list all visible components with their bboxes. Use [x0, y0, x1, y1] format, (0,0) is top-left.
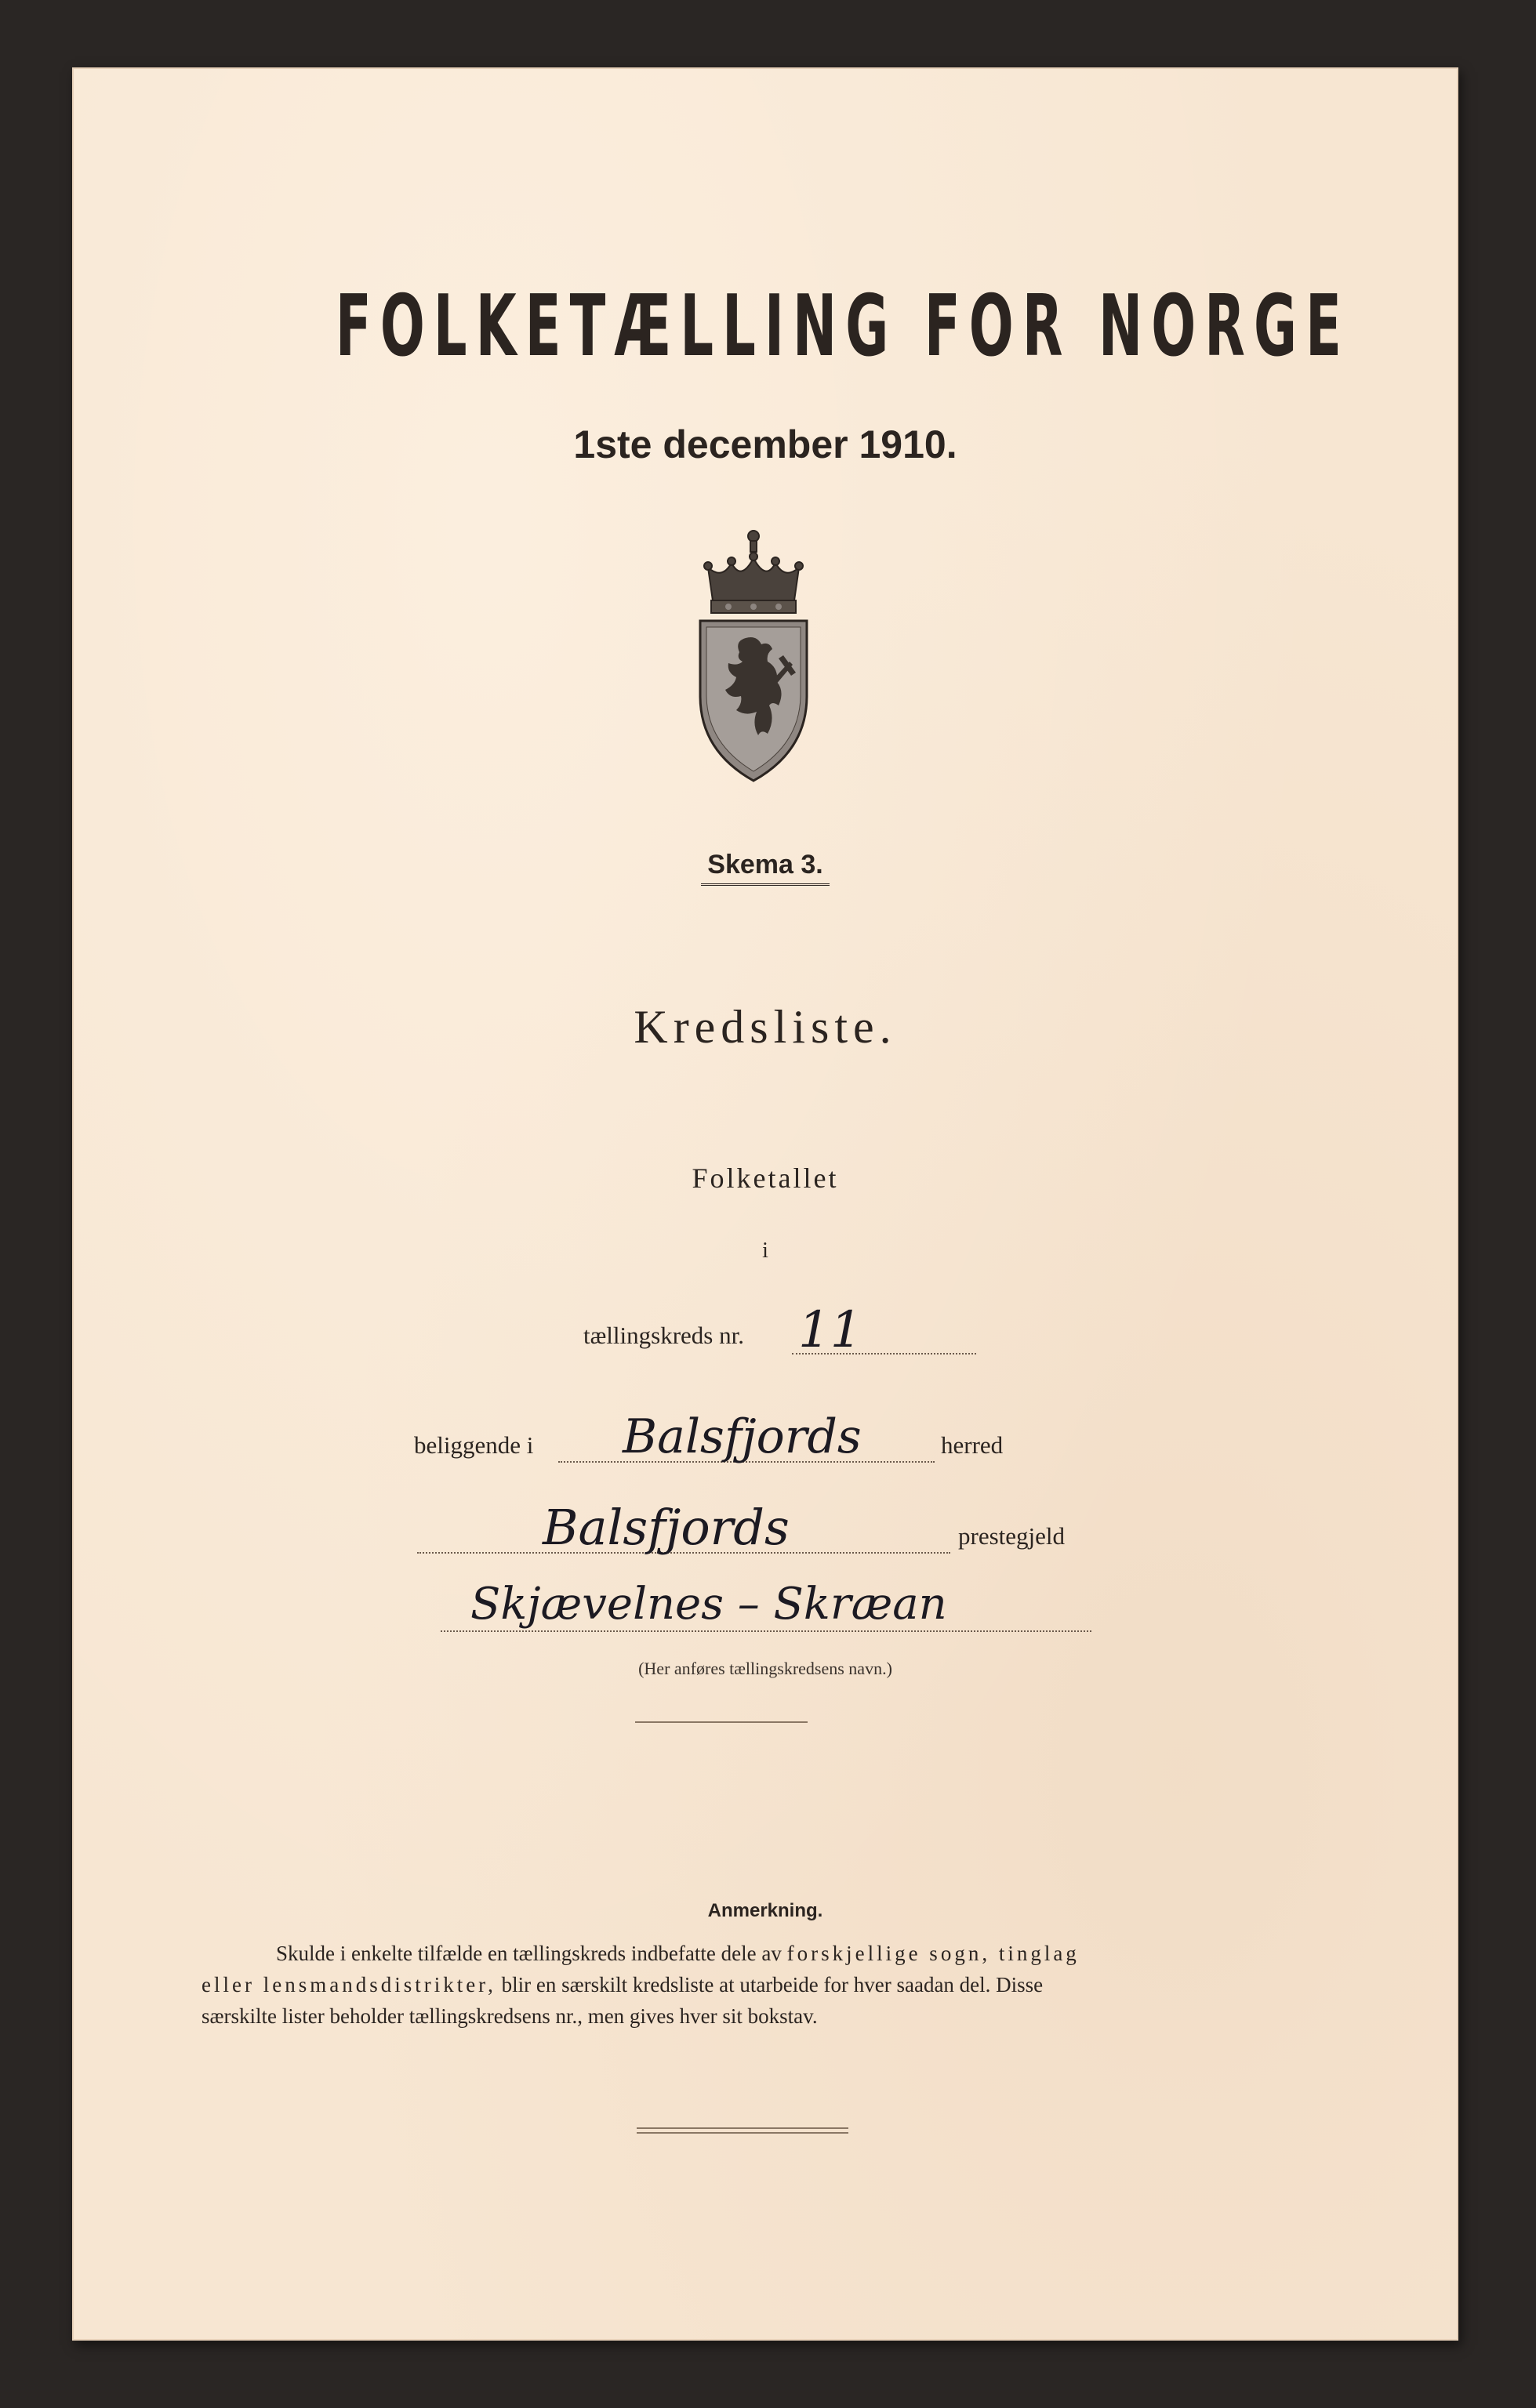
- district-name-note: (Her anføres tællingskredsens navn.): [638, 1659, 892, 1678]
- census-form-page: [72, 67, 1458, 2341]
- district-name-handwritten: Skjævelnes – Skræan: [470, 1579, 947, 1630]
- section-divider: [635, 1721, 808, 1723]
- census-date: 1ste december 1910.: [573, 422, 957, 466]
- district-number-handwritten: 11: [798, 1301, 862, 1359]
- norwegian-coat-of-arms-icon: [691, 524, 816, 790]
- parish-handwritten: Balsfjords: [543, 1499, 790, 1556]
- remark-body: [202, 1938, 1362, 2032]
- located-in-label: beliggende i: [414, 1431, 534, 1459]
- remark-title: Anmerkning.: [707, 1900, 823, 1921]
- prestegjeld-label: prestegjeld: [958, 1522, 1066, 1550]
- herred-label: herred: [941, 1431, 1004, 1459]
- population-heading: Folketallet: [692, 1162, 839, 1194]
- municipality-handwritten: Balsfjords: [623, 1409, 862, 1464]
- remark-line1-start: Skulde i enkelte tilfælde en tællingskreds indbefatte dele av: [276, 1942, 782, 1965]
- district-number-label: tællingskreds nr.: [583, 1322, 744, 1349]
- schema-label: Skema 3.: [701, 850, 829, 886]
- schema-number: [72, 850, 1458, 886]
- remark-line1-spaced: forskjellige sogn, tinglag: [786, 1942, 1080, 1965]
- bottom-double-divider: [637, 2127, 848, 2134]
- list-title: Kredsliste.: [634, 1001, 897, 1053]
- remark-line3: særskilte lister beholder tællingskredsens nr., men gives hver sit bokstav.: [202, 2004, 818, 2028]
- remark-line2-end: blir en særskilt kredsliste at utarbeide for hver saadan del. Disse: [501, 1973, 1044, 1996]
- remark-line2-spaced: eller lensmandsdistrikter,: [202, 1973, 496, 1996]
- preposition-i: i: [762, 1238, 768, 1263]
- form-title: FOLKETÆLLING FOR NORGE: [335, 277, 1351, 375]
- district-name-line: [441, 1630, 1091, 1632]
